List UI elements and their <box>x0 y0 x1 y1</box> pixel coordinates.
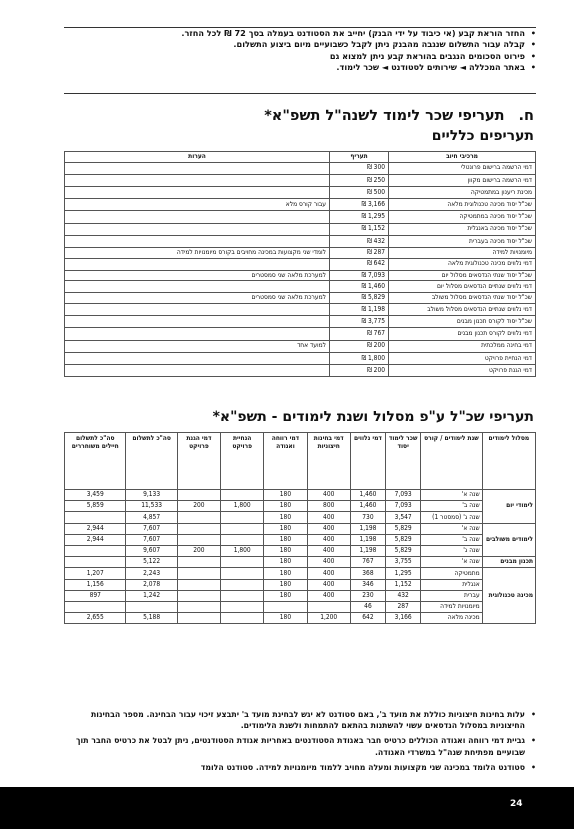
cell-ancillary: 1,198 <box>350 545 385 556</box>
cell-total: 5,122 <box>126 557 177 568</box>
cell-project-defense <box>177 579 220 590</box>
fee-note <box>65 223 330 235</box>
header-ancillary: דמי נלווים <box>350 433 385 490</box>
fee-note <box>65 162 330 174</box>
fee-row <box>65 293 536 304</box>
cell-total <box>126 601 177 612</box>
fee-row <box>65 352 536 364</box>
header-external-exams: דמי בחינות חיצוניות <box>307 433 350 490</box>
page-number: 24 <box>510 799 523 809</box>
track-row <box>65 568 536 579</box>
fee-row <box>65 162 536 174</box>
track-row <box>65 512 536 523</box>
cell-total-veterans <box>65 512 126 523</box>
fee-note <box>65 235 330 247</box>
cell-total-veterans: 2,944 <box>65 534 126 545</box>
fee-note <box>65 304 330 316</box>
cell-total-veterans: 5,859 <box>65 501 126 512</box>
cell-year: אנגלית <box>421 579 482 590</box>
cell-external-exams: 400 <box>307 523 350 534</box>
cell-project-defense <box>177 557 220 568</box>
fee-row <box>65 304 536 316</box>
cell-total: 2,078 <box>126 579 177 590</box>
cell-total-veterans <box>65 557 126 568</box>
cell-welfare: 180 <box>264 501 307 512</box>
cell-total: 7,607 <box>126 534 177 545</box>
fee-note: למועד אחד <box>65 340 330 352</box>
fee-price: 1,198 ₪ <box>330 304 389 316</box>
track-name: לימודי יום <box>482 490 535 524</box>
cell-project-guidance <box>221 613 264 624</box>
top-rule <box>64 27 536 28</box>
cell-total-veterans: 3,459 <box>65 490 126 501</box>
cell-basic-tuition: 7,093 <box>386 490 421 501</box>
fee-price: 250 ₪ <box>330 174 389 186</box>
cell-total: 11,533 <box>126 501 177 512</box>
top-note-continued: • באתר המכללה ◄ שירותים לסטודנט ◄ שכר לימוד. <box>64 62 536 73</box>
cell-year: שנה א' <box>421 523 482 534</box>
cell-project-defense <box>177 534 220 545</box>
top-note: • פירוט הסכומים הנגבים בהוראת קבע ניתן למצוא גם <box>64 51 536 62</box>
track-row <box>65 534 536 545</box>
cell-project-defense <box>177 613 220 624</box>
fee-price: 432 ₪ <box>330 235 389 247</box>
fee-note <box>65 316 330 328</box>
cell-total: 4,857 <box>126 512 177 523</box>
fees-body <box>65 162 536 377</box>
fee-item: שכ"ל יסוד שנתי הנדסאים מסלול משולב <box>389 293 536 304</box>
section-subtitle: תעריפים כלליים <box>431 128 534 144</box>
fee-note: עבור קורס מלא <box>65 199 330 211</box>
cell-basic-tuition: 3,755 <box>386 557 421 568</box>
track-fees-table <box>64 432 536 624</box>
fee-note <box>65 258 330 270</box>
fee-note: למערכת מלאה שני סמסטרים <box>65 293 330 304</box>
cell-year: מכינה מלאה <box>421 613 482 624</box>
track-name: לימודים משולבים <box>482 523 535 557</box>
cell-project-defense <box>177 512 220 523</box>
header-price: תעריף <box>330 152 389 163</box>
fee-item: דמי נלווים שנתיים הנדסאים מסלול יום <box>389 281 536 293</box>
bottom-note: • גביית דמי רווחה ואגודה הכוללים כרטיס חבר באגודת הסטודנטים באחריות אגודת הסטודנטים, ניתן לבטל את כרטיס החבר תוך שבועיים מפתיחת שנה"ל במשרדי האגודה. <box>64 735 536 757</box>
fees-header-row <box>65 152 536 163</box>
fee-note <box>65 174 330 186</box>
cell-welfare: 180 <box>264 545 307 556</box>
cell-year: שנה ג' (סמסטר 1) <box>421 512 482 523</box>
top-note: • החזר הוראת קבע (אי כיבוד על ידי הבנק) יחייב את הסטודנט בעמלה בסך 72 ₪ לכל החזר. <box>64 28 536 39</box>
fee-price: 200 ₪ <box>330 365 389 377</box>
cell-external-exams: 400 <box>307 568 350 579</box>
cell-ancillary: 1,460 <box>350 501 385 512</box>
fee-price: 7,093 ₪ <box>330 270 389 281</box>
cell-year: שנה א' <box>421 557 482 568</box>
cell-welfare <box>264 601 307 612</box>
fee-price: 1,152 ₪ <box>330 223 389 235</box>
cell-total-veterans: 1,156 <box>65 579 126 590</box>
cell-basic-tuition: 5,829 <box>386 545 421 556</box>
cell-basic-tuition: 5,829 <box>386 523 421 534</box>
cell-external-exams: 400 <box>307 579 350 590</box>
fee-item: דמי נלווים לקורס תכנון מבנים <box>389 328 536 340</box>
fee-row <box>65 174 536 186</box>
header-basic-tuition: שכר לימוד יסוד <box>386 433 421 490</box>
cell-ancillary: 346 <box>350 579 385 590</box>
cell-external-exams: 400 <box>307 490 350 501</box>
header-welfare: דמי רווחה ואגודה <box>264 433 307 490</box>
cell-ancillary: 642 <box>350 613 385 624</box>
fee-row <box>65 211 536 223</box>
cell-year: שנה א' <box>421 490 482 501</box>
cell-total: 5,188 <box>126 613 177 624</box>
cell-total-veterans: 2,944 <box>65 523 126 534</box>
cell-project-guidance <box>221 601 264 612</box>
cell-project-guidance <box>221 534 264 545</box>
cell-year: שנה ב' <box>421 501 482 512</box>
header-year: שנת לימודים / קורס <box>421 433 482 490</box>
track-row <box>65 490 536 501</box>
cell-ancillary: 767 <box>350 557 385 568</box>
fee-item: שכ"ל יסוד מכינה במתמטיקה <box>389 211 536 223</box>
cell-project-defense <box>177 523 220 534</box>
track-row <box>65 601 536 612</box>
cell-project-guidance: 1,800 <box>221 545 264 556</box>
track-row <box>65 579 536 590</box>
cell-welfare: 180 <box>264 557 307 568</box>
cell-basic-tuition: 7,093 <box>386 501 421 512</box>
fee-price: 642 ₪ <box>330 258 389 270</box>
bottom-notes-list <box>64 709 536 773</box>
cell-basic-tuition: 3,166 <box>386 613 421 624</box>
track-header-row <box>65 433 536 490</box>
cell-project-defense: 200 <box>177 545 220 556</box>
header-total: סה"כ לתשלום <box>126 433 177 490</box>
track-section-title: תעריפי שכ"ל ע"פ מסלול ושנת לימודים - תשפ"א* <box>212 409 534 425</box>
fee-item: מכינת ריענון במתמטיקה <box>389 186 536 198</box>
cell-total-veterans: 897 <box>65 590 126 601</box>
cell-total: 9,607 <box>126 545 177 556</box>
cell-external-exams: 400 <box>307 590 350 601</box>
cell-total: 2,243 <box>126 568 177 579</box>
track-name: תכנון מבנים <box>482 557 535 568</box>
fee-item: מיומנויות למידה <box>389 247 536 258</box>
cell-year: מתמטיקה <box>421 568 482 579</box>
cell-total: 9,133 <box>126 490 177 501</box>
cell-project-defense <box>177 568 220 579</box>
fee-row <box>65 247 536 258</box>
cell-year: עברית <box>421 590 482 601</box>
general-fees-table <box>64 151 536 377</box>
section-title-text: תעריפי שכר לימוד לשנה"ל תשפ"א* <box>264 108 505 124</box>
fee-row <box>65 270 536 281</box>
header-project-guidance: הנחיית פרויקט <box>221 433 264 490</box>
fee-price: 200 ₪ <box>330 340 389 352</box>
cell-external-exams <box>307 601 350 612</box>
cell-ancillary: 46 <box>350 601 385 612</box>
fee-note: לומדי שני מקצועות במכינה מחויבים בקורס מיומנויות למידה <box>65 247 330 258</box>
track-row <box>65 613 536 624</box>
header-notes: הערות <box>65 152 330 163</box>
cell-project-guidance <box>221 579 264 590</box>
cell-total-veterans: 1,207 <box>65 568 126 579</box>
cell-external-exams: 1,200 <box>307 613 350 624</box>
fee-item: שכ"ל יסוד לקורס תכנון מבנים <box>389 316 536 328</box>
fee-row <box>65 199 536 211</box>
cell-basic-tuition: 287 <box>386 601 421 612</box>
track-row <box>65 557 536 568</box>
fee-row <box>65 365 536 377</box>
cell-ancillary: 230 <box>350 590 385 601</box>
cell-year: מיומנויות למידה <box>421 601 482 612</box>
fee-row <box>65 316 536 328</box>
cell-total-veterans <box>65 601 126 612</box>
section-divider <box>64 93 536 94</box>
cell-welfare: 180 <box>264 490 307 501</box>
cell-welfare: 180 <box>264 523 307 534</box>
header-project-defense: דמי הגנת פרויקט <box>177 433 220 490</box>
cell-basic-tuition: 1,152 <box>386 579 421 590</box>
bottom-notes <box>64 709 536 777</box>
cell-welfare: 180 <box>264 579 307 590</box>
cell-project-defense <box>177 601 220 612</box>
cell-basic-tuition: 5,829 <box>386 534 421 545</box>
fee-row <box>65 340 536 352</box>
fee-item: שכ"ל יסוד מכינה טכנולוגית מלאה <box>389 199 536 211</box>
cell-project-defense: 200 <box>177 501 220 512</box>
fee-row <box>65 328 536 340</box>
cell-total-veterans: 2,655 <box>65 613 126 624</box>
cell-welfare: 180 <box>264 613 307 624</box>
fee-price: 3,166 ₪ <box>330 199 389 211</box>
fee-price: 500 ₪ <box>330 186 389 198</box>
cell-welfare: 180 <box>264 590 307 601</box>
fee-price: 767 ₪ <box>330 328 389 340</box>
cell-external-exams: 400 <box>307 534 350 545</box>
fee-price: 1,295 ₪ <box>330 211 389 223</box>
footer-bar <box>0 787 574 829</box>
track-row <box>65 590 536 601</box>
cell-ancillary: 368 <box>350 568 385 579</box>
track-row <box>65 523 536 534</box>
fee-row <box>65 281 536 293</box>
fee-note <box>65 352 330 364</box>
fee-item: דמי בחינה ממלכתית <box>389 340 536 352</box>
fee-note <box>65 186 330 198</box>
fee-item: דמי נלווים שנתיים הנדסאים מסלול משולב <box>389 304 536 316</box>
cell-total-veterans <box>65 545 126 556</box>
section-title <box>264 107 534 126</box>
cell-ancillary: 1,198 <box>350 523 385 534</box>
fee-row <box>65 223 536 235</box>
cell-welfare: 180 <box>264 534 307 545</box>
track-name: מכינה טכנולוגית <box>482 568 535 624</box>
cell-project-guidance <box>221 557 264 568</box>
fee-item: שכ"ל יסוד מכינה באנגלית <box>389 223 536 235</box>
cell-basic-tuition: 3,547 <box>386 512 421 523</box>
bottom-note: • עלות בחינות חיצוניות כוללת את מועד ב', באם סטודנט לא יגש לבחינת מועד ב' יתבצע זיכוי עבור הבחינה. מספר הבחינות החיצוניות במסלול הנדסאים עשוי להשתנות בהתאם להתמחות ולשנת הלימודים. <box>64 709 536 731</box>
cell-ancillary: 1,198 <box>350 534 385 545</box>
cell-welfare: 180 <box>264 568 307 579</box>
cell-project-defense <box>177 490 220 501</box>
cell-external-exams: 400 <box>307 512 350 523</box>
fee-item: דמי הגנת פרויקט <box>389 365 536 377</box>
fee-item: דמי נלווים מכינה טכנולוגית מלאה <box>389 258 536 270</box>
cell-total: 1,242 <box>126 590 177 601</box>
cell-project-guidance: 1,800 <box>221 501 264 512</box>
header-total-veterans: סה"כ לתשלום חיילים משוחררים <box>65 433 126 490</box>
fee-price: 1,460 ₪ <box>330 281 389 293</box>
fee-price: 300 ₪ <box>330 162 389 174</box>
fee-item: דמי הרשמה ברישום פרונטלי <box>389 162 536 174</box>
cell-external-exams: 400 <box>307 557 350 568</box>
fee-row <box>65 235 536 247</box>
track-body <box>65 490 536 624</box>
fee-item: שכ"ל יסוד מכינה בעברית <box>389 235 536 247</box>
cell-project-guidance <box>221 490 264 501</box>
cell-welfare: 180 <box>264 512 307 523</box>
cell-project-guidance <box>221 590 264 601</box>
fee-note <box>65 328 330 340</box>
cell-ancillary: 730 <box>350 512 385 523</box>
fee-note <box>65 365 330 377</box>
fee-item: דמי הרשמה ברישום מקוון <box>389 174 536 186</box>
fee-price: 287 ₪ <box>330 247 389 258</box>
cell-project-defense <box>177 590 220 601</box>
top-note: • קבלה עבור התשלום שנגבה מהבנק ניתן לקבל כשבועיים מיום ביצוע התשלום. <box>64 39 536 50</box>
fee-row <box>65 186 536 198</box>
cell-ancillary: 1,460 <box>350 490 385 501</box>
cell-basic-tuition: 1,295 <box>386 568 421 579</box>
header-item: מרכיבי חיוב <box>389 152 536 163</box>
fee-price: 3,775 ₪ <box>330 316 389 328</box>
cell-project-guidance <box>221 512 264 523</box>
top-notes <box>64 28 536 74</box>
section-letter: ח. <box>518 108 534 124</box>
cell-external-exams: 800 <box>307 501 350 512</box>
fee-note <box>65 211 330 223</box>
cell-external-exams: 400 <box>307 545 350 556</box>
fee-note: למערכת מלאה שני סמסטרים <box>65 270 330 281</box>
fee-item: דמי הנחיית פרויקט <box>389 352 536 364</box>
cell-year: שנה ג' <box>421 545 482 556</box>
cell-basic-tuition: 432 <box>386 590 421 601</box>
cell-project-guidance <box>221 568 264 579</box>
header-track: מסלול לימודים <box>482 433 535 490</box>
top-notes-list <box>64 28 536 74</box>
fee-item: שכ"ל יסוד שנתי הנדסאים מסלול יום <box>389 270 536 281</box>
track-row <box>65 545 536 556</box>
fee-price: 5,829 ₪ <box>330 293 389 304</box>
cell-year: שנה ב' <box>421 534 482 545</box>
fee-price: 1,800 ₪ <box>330 352 389 364</box>
cell-total: 7,607 <box>126 523 177 534</box>
fee-note <box>65 281 330 293</box>
track-row <box>65 501 536 512</box>
cell-project-guidance <box>221 523 264 534</box>
fee-row <box>65 258 536 270</box>
bottom-note: • סטודנט הלומד במכינה שני מקצועות ומעלה מחויב ללמוד מיומנויות למידה. סטודנט הלומד <box>64 762 536 773</box>
